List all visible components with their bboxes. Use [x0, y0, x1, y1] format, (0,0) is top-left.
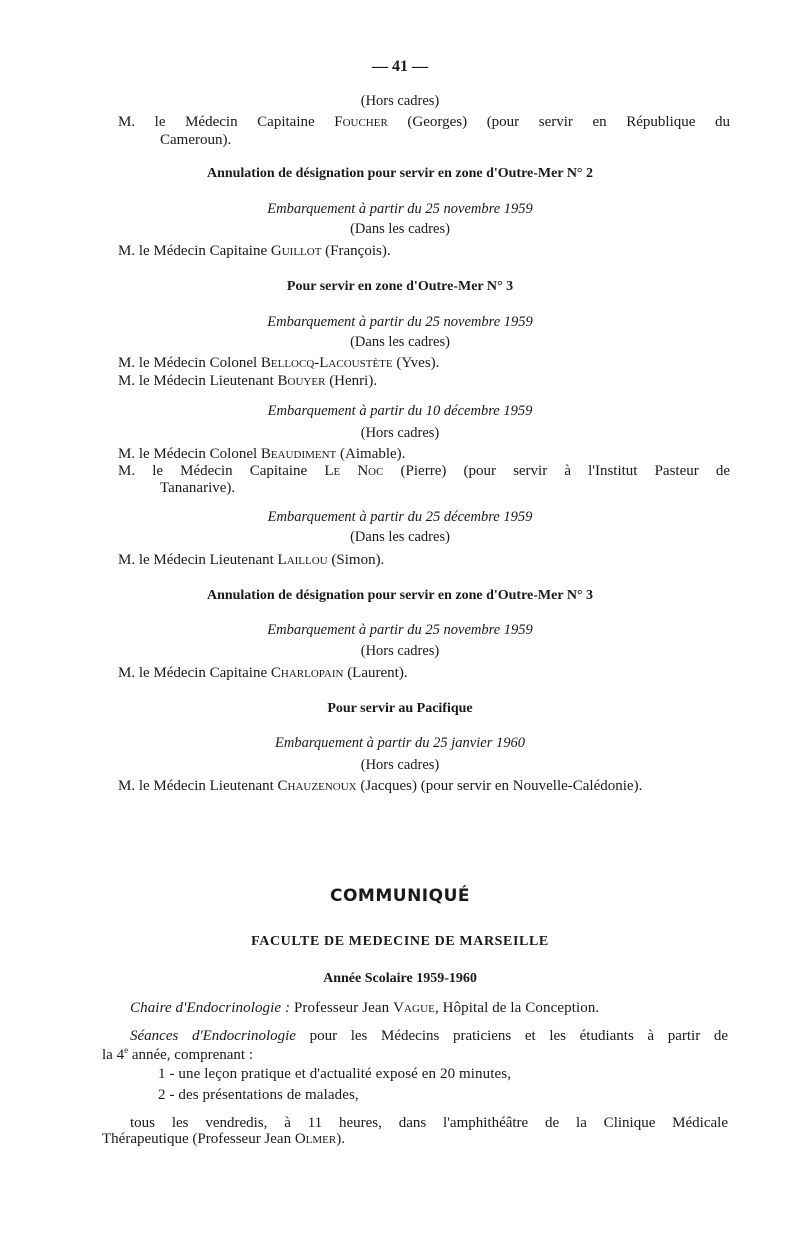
- nomination-line: [118, 552, 730, 569]
- embarkation-date: Embarquement à partir du 25 novembre 1959: [267, 622, 533, 638]
- line-suffix: (Georges) (pour servir en République du: [387, 114, 731, 130]
- embarkation-date: Embarquement à partir du 25 novembre 1959: [267, 314, 533, 330]
- line-suffix: (Simon).: [327, 552, 385, 568]
- line-suffix: (Pierre) (pour servir à l'Institut Pasteur de: [383, 463, 731, 479]
- line-prefix: M. le Médecin Capitaine: [118, 243, 271, 259]
- status-hors-cadres: (Hors cadres): [360, 757, 440, 773]
- page-number: — 41 —: [372, 58, 428, 75]
- nomination-line: [118, 463, 730, 480]
- nomination-line: [118, 665, 730, 682]
- line-suffix: (Laurent).: [343, 665, 408, 681]
- section-heading: Annulation de désignation pour servir en zone d'Outre-Mer N° 3: [206, 588, 594, 603]
- embarkation-date: Embarquement à partir du 25 décembre 1959: [267, 509, 533, 525]
- status-dans-cadres: (Dans les cadres): [350, 334, 450, 350]
- section-heading: Annulation de désignation pour servir en zone d'Outre-Mer N° 2: [206, 166, 594, 181]
- embarkation-date: Embarquement à partir du 25 janvier 1960: [275, 735, 525, 751]
- line-prefix: M. le Médecin Capitaine: [118, 665, 271, 681]
- person-name: Charlopain: [270, 665, 344, 681]
- status-dans-cadres: (Dans les cadres): [350, 529, 450, 545]
- seances-line: [130, 1028, 728, 1045]
- ordinal-suffix: e: [124, 1045, 129, 1055]
- seances-text: année, comprenant :: [128, 1047, 254, 1063]
- line-prefix: M. le Médecin Colonel: [118, 446, 261, 462]
- closing-text: ).: [336, 1131, 345, 1147]
- seances-label: Séances d'Endocrinologie: [130, 1028, 296, 1044]
- section-heading: Pour servir en zone d'Outre-Mer N° 3: [286, 279, 514, 294]
- closing-text: Thérapeutique (Professeur Jean: [102, 1131, 295, 1147]
- person-name: Foucher: [334, 114, 388, 130]
- status-dans-cadres: (Dans les cadres): [350, 221, 450, 237]
- person-name: Beaudiment: [260, 446, 337, 462]
- status-hors-cadres: (Hors cadres): [360, 425, 440, 441]
- nomination-line: [118, 243, 730, 260]
- nomination-line: [118, 114, 730, 131]
- person-name: Chauzenoux: [277, 778, 357, 794]
- chair-place: , Hôpital de la Conception.: [434, 1000, 600, 1016]
- status-hors-cadres: (Hors cadres): [360, 643, 440, 659]
- line-prefix: M. le Médecin Capitaine: [118, 114, 335, 130]
- nomination-line: [118, 373, 730, 390]
- communique-title: COMMUNIQUÉ: [330, 886, 470, 906]
- seances-text: la 4: [102, 1047, 125, 1063]
- list-item: 2 - des présentations de malades,: [158, 1087, 359, 1103]
- school-year: Année Scolaire 1959-1960: [323, 971, 477, 986]
- nomination-continuation: Tananarive).: [160, 480, 236, 496]
- line-suffix: (Henri).: [325, 373, 378, 389]
- embarkation-date: Embarquement à partir du 10 décembre 1959: [267, 403, 533, 419]
- closing-continuation: [102, 1131, 728, 1148]
- line-suffix: (François).: [321, 243, 391, 259]
- person-name: Bellocq-Lacoustète: [260, 355, 393, 371]
- line-prefix: M. le Médecin Colonel: [118, 355, 261, 371]
- nomination-continuation: Cameroun).: [160, 132, 232, 148]
- seances-continuation: [102, 1045, 728, 1064]
- line-prefix: M. le Médecin Lieutenant: [118, 552, 278, 568]
- seances-text: pour les Médecins praticiens et les étudiants à partir de: [295, 1028, 728, 1044]
- section-heading: Pour servir au Pacifique: [327, 701, 473, 716]
- person-name: Le Noc: [324, 463, 384, 479]
- embarkation-date: Embarquement à partir du 25 novembre 1959: [267, 201, 533, 217]
- nomination-line: [118, 778, 730, 795]
- line-prefix: M. le Médecin Capitaine: [118, 463, 325, 479]
- closing-line: tous les vendredis, à 11 heures, dans l'amphithéâtre de la Clinique Médicale: [130, 1115, 728, 1131]
- chair-line: [130, 1000, 599, 1017]
- person-name: Olmer: [294, 1131, 337, 1147]
- nomination-line: [118, 446, 730, 463]
- nomination-line: [118, 355, 730, 372]
- line-suffix: (Jacques) (pour servir en Nouvelle-Calédonie).: [356, 778, 643, 794]
- person-name: Bouyer: [277, 373, 326, 389]
- line-prefix: M. le Médecin Lieutenant: [118, 778, 278, 794]
- line-suffix: (Aimable).: [336, 446, 406, 462]
- person-name: Laillou: [277, 552, 328, 568]
- person-name: Guillot: [270, 243, 322, 259]
- status-hors-cadres: (Hors cadres): [360, 93, 440, 109]
- person-name: Vague: [393, 1000, 435, 1016]
- chair-text: Professeur Jean: [290, 1000, 394, 1016]
- chair-label: Chaire d'Endocrinologie :: [130, 1000, 291, 1016]
- line-prefix: M. le Médecin Lieutenant: [118, 373, 278, 389]
- line-suffix: (Yves).: [392, 355, 440, 371]
- faculty-heading: FACULTE DE MEDECINE DE MARSEILLE: [251, 934, 549, 949]
- list-item: 1 - une leçon pratique et d'actualité exposé en 20 minutes,: [158, 1066, 512, 1082]
